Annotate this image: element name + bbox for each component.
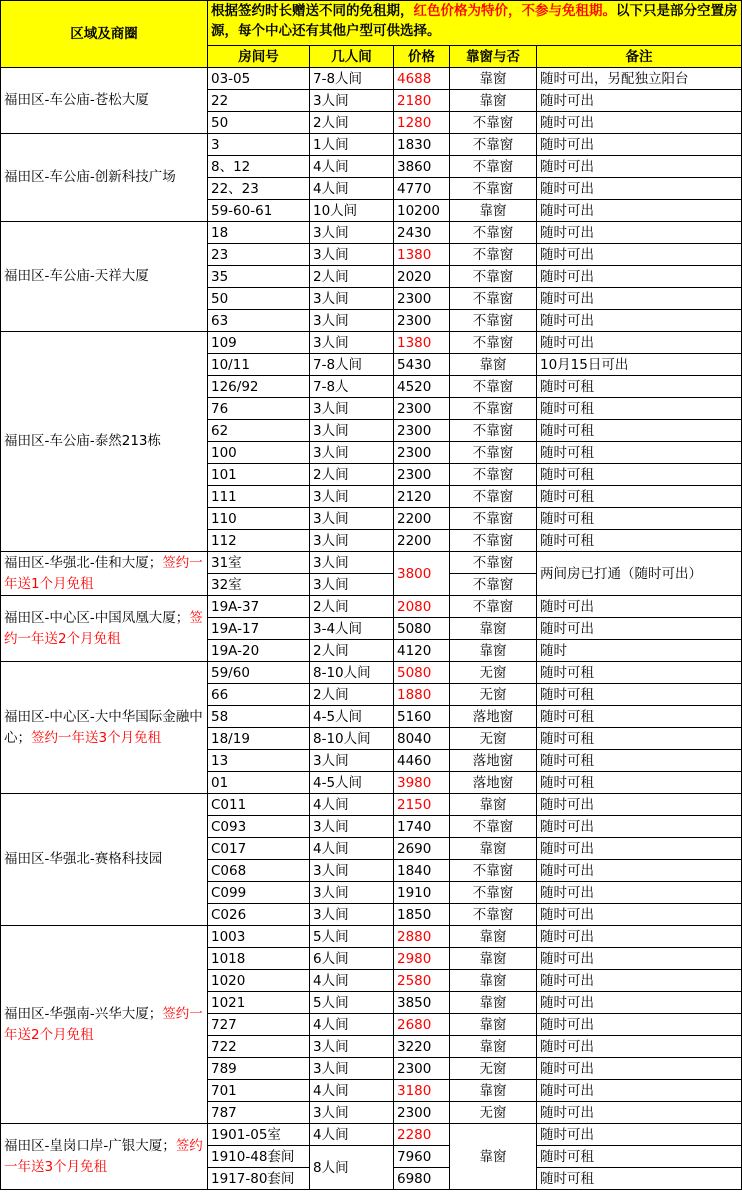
notice-text: 根据签约时长赠送不同的免租期， [211, 3, 414, 19]
price-value: 2120 [394, 486, 450, 508]
price-value: 2200 [394, 508, 450, 530]
room-number: 59-60-61 [208, 200, 310, 222]
room-size: 4人间 [310, 1014, 394, 1036]
note-text: 随时可出 [537, 992, 742, 1014]
room-number: C099 [208, 882, 310, 904]
note-text: 随时可出 [537, 794, 742, 816]
window-status: 不靠窗 [450, 574, 537, 596]
room-number: 18 [208, 222, 310, 244]
room-size: 7-8人间 [310, 68, 394, 90]
window-status: 无窗 [450, 684, 537, 706]
region-name: 福田区-华强北-佳和大厦； [4, 554, 163, 571]
room-number: 112 [208, 530, 310, 552]
room-size: 3人间 [310, 574, 394, 596]
table-row [1, 926, 742, 948]
promo-text: 签约一年送2个月免租 [4, 1005, 203, 1043]
room-number: 18/19 [208, 728, 310, 750]
window-status: 不靠窗 [450, 464, 537, 486]
region-name: 福田区-车公庙-创新科技广场 [4, 169, 176, 185]
price-value: 1880 [394, 684, 450, 706]
region-cell [1, 552, 208, 596]
note-text: 随时可出 [537, 332, 742, 354]
window-status: 落地窗 [450, 706, 537, 728]
region-name: 福田区-车公庙-天祥大厦 [4, 268, 149, 284]
room-number: 1018 [208, 948, 310, 970]
table-row [1, 662, 742, 684]
window-status: 不靠窗 [450, 508, 537, 530]
price-column-header: 价格 [394, 46, 450, 68]
window-status: 靠窗 [450, 948, 537, 970]
window-status: 不靠窗 [450, 904, 537, 926]
price-value: 5430 [394, 354, 450, 376]
window-status: 靠窗 [450, 838, 537, 860]
room-number: 1917-80套间 [208, 1168, 310, 1190]
window-status: 靠窗 [450, 618, 537, 640]
room-size: 4-5人间 [310, 706, 394, 728]
room-size: 3人间 [310, 750, 394, 772]
window-status: 靠窗 [450, 1080, 537, 1102]
notice-special-price-text: 红色价格为特价，不参与免租期。 [413, 3, 616, 19]
price-value: 10200 [394, 200, 450, 222]
table-row [1, 134, 742, 156]
price-value: 4688 [394, 68, 450, 90]
price-value: 8040 [394, 728, 450, 750]
region-cell [1, 662, 208, 794]
note-text: 随时可出 [537, 90, 742, 112]
price-value: 1380 [394, 332, 450, 354]
room-number: 63 [208, 310, 310, 332]
room-number: 109 [208, 332, 310, 354]
price-value: 2300 [394, 420, 450, 442]
window-status: 靠窗 [450, 794, 537, 816]
table-row [1, 68, 742, 90]
price-value: 2300 [394, 1102, 450, 1124]
window-status: 无窗 [450, 1102, 537, 1124]
window-status: 无窗 [450, 662, 537, 684]
note-text: 随时可出 [537, 1014, 742, 1036]
room-size: 3人间 [310, 288, 394, 310]
room-size: 4人间 [310, 1080, 394, 1102]
note-text: 随时可出 [537, 1080, 742, 1102]
room-size: 10人间 [310, 200, 394, 222]
price-value: 2180 [394, 90, 450, 112]
room-size: 3人间 [310, 1036, 394, 1058]
note-text: 随时可租 [537, 398, 742, 420]
price-value: 3220 [394, 1036, 450, 1058]
note-text: 随时可出 [537, 596, 742, 618]
note-text: 随时可租 [537, 420, 742, 442]
note-text: 随时可出 [537, 860, 742, 882]
price-value: 3850 [394, 992, 450, 1014]
room-size: 3-4人间 [310, 618, 394, 640]
room-number: 58 [208, 706, 310, 728]
price-value: 2300 [394, 1058, 450, 1080]
note-text: 随时可出 [537, 1124, 742, 1146]
price-value: 3180 [394, 1080, 450, 1102]
promo-text: 签约一年送3个月免租 [31, 729, 162, 746]
table-row [1, 332, 742, 354]
room-number: 126/92 [208, 376, 310, 398]
room-size: 4人间 [310, 178, 394, 200]
promo-text: 签约一年送2个月免租 [4, 609, 203, 647]
room-number: 19A-20 [208, 640, 310, 662]
room-number: 722 [208, 1036, 310, 1058]
price-value: 2680 [394, 1014, 450, 1036]
note-text: 随时可出 [537, 970, 742, 992]
note-text: 两间房已打通（随时可出） [537, 552, 742, 596]
region-name: 福田区-华强北-赛格科技园 [4, 851, 163, 867]
note-text: 随时可租 [537, 1146, 742, 1168]
note-text: 随时可出 [537, 178, 742, 200]
window-status: 落地窗 [450, 750, 537, 772]
promo-text: 签约一年送1个月免租 [4, 554, 203, 592]
region-cell [1, 134, 208, 222]
price-value: 1840 [394, 860, 450, 882]
room-size: 8-10人间 [310, 728, 394, 750]
room-size: 3人间 [310, 442, 394, 464]
table-row [1, 794, 742, 816]
price-value: 2980 [394, 948, 450, 970]
region-column-header: 区域及商圈 [1, 1, 208, 68]
note-text: 随时可出 [537, 948, 742, 970]
price-value: 1280 [394, 112, 450, 134]
table-row [1, 552, 742, 574]
room-size: 4人间 [310, 970, 394, 992]
window-status: 靠窗 [450, 200, 537, 222]
region-name: 福田区-华强南-兴华大厦； [4, 1005, 163, 1022]
note-text: 随时可出，另配独立阳台 [537, 68, 742, 90]
note-text: 随时可出 [537, 1036, 742, 1058]
room-size: 7-8人 [310, 376, 394, 398]
room-number: 32室 [208, 574, 310, 596]
room-number: 31室 [208, 552, 310, 574]
room-number: 01 [208, 772, 310, 794]
room-size: 7-8人间 [310, 354, 394, 376]
room-number: 50 [208, 288, 310, 310]
room-number: 1021 [208, 992, 310, 1014]
room-number: 101 [208, 464, 310, 486]
room-size: 3人间 [310, 530, 394, 552]
window-status: 不靠窗 [450, 288, 537, 310]
price-value: 5080 [394, 618, 450, 640]
note-text: 随时可出 [537, 112, 742, 134]
room-number: 111 [208, 486, 310, 508]
room-number: 35 [208, 266, 310, 288]
note-text: 随时可出 [537, 222, 742, 244]
price-value: 2880 [394, 926, 450, 948]
room-size: 4人间 [310, 156, 394, 178]
room-size: 3人间 [310, 552, 394, 574]
window-status: 无窗 [450, 728, 537, 750]
room-size: 3人间 [310, 90, 394, 112]
window-status: 不靠窗 [450, 244, 537, 266]
window-status: 不靠窗 [450, 398, 537, 420]
window-status: 靠窗 [450, 1036, 537, 1058]
price-value: 2300 [394, 288, 450, 310]
price-value: 2430 [394, 222, 450, 244]
room-number: 19A-37 [208, 596, 310, 618]
room-size: 3人间 [310, 486, 394, 508]
listing-rows [1, 68, 742, 1190]
note-text: 随时可出 [537, 618, 742, 640]
region-cell [1, 222, 208, 332]
table-row [1, 222, 742, 244]
window-status: 不靠窗 [450, 552, 537, 574]
region-cell [1, 1124, 208, 1190]
room-number: 100 [208, 442, 310, 464]
region-name: 福田区-车公庙-泰然213栋 [4, 433, 162, 449]
room-size: 2人间 [310, 464, 394, 486]
room-size: 1人间 [310, 134, 394, 156]
region-cell [1, 596, 208, 662]
note-text: 随时可租 [537, 662, 742, 684]
room-number: 110 [208, 508, 310, 530]
note-text: 随时可出 [537, 838, 742, 860]
price-value: 6980 [394, 1168, 450, 1190]
table-row [1, 596, 742, 618]
room-size: 8人间 [310, 1146, 394, 1190]
window-column-header: 靠窗与否 [450, 46, 537, 68]
window-status: 不靠窗 [450, 376, 537, 398]
window-status: 落地窗 [450, 772, 537, 794]
note-text: 随时可租 [537, 684, 742, 706]
region-cell [1, 332, 208, 552]
price-value: 3800 [394, 552, 450, 596]
price-value: 2300 [394, 398, 450, 420]
room-number: C093 [208, 816, 310, 838]
note-text: 随时可租 [537, 376, 742, 398]
note-text: 随时可租 [537, 530, 742, 552]
window-status: 靠窗 [450, 640, 537, 662]
notice-text-tail: 以下只是部分空置房源，每个中心还有其他户型可供选择。 [211, 3, 738, 39]
price-value: 5160 [394, 706, 450, 728]
note-text: 随时可出 [537, 1058, 742, 1080]
room-number: C017 [208, 838, 310, 860]
size-column-header: 几人间 [310, 46, 394, 68]
price-value: 4460 [394, 750, 450, 772]
room-size: 3人间 [310, 508, 394, 530]
room-number: 66 [208, 684, 310, 706]
window-status: 不靠窗 [450, 222, 537, 244]
room-size: 4-5人间 [310, 772, 394, 794]
note-text: 随时可出 [537, 310, 742, 332]
window-status: 不靠窗 [450, 156, 537, 178]
room-size: 3人间 [310, 244, 394, 266]
note-text: 随时可租 [537, 486, 742, 508]
price-value: 2280 [394, 1124, 450, 1146]
window-status: 不靠窗 [450, 442, 537, 464]
room-size: 3人间 [310, 1102, 394, 1124]
room-number: C068 [208, 860, 310, 882]
room-number: 50 [208, 112, 310, 134]
region-name: 福田区-中心区-中国凤凰大厦； [4, 609, 190, 626]
room-number: C026 [208, 904, 310, 926]
price-value: 1380 [394, 244, 450, 266]
room-size: 2人间 [310, 596, 394, 618]
region-cell [1, 794, 208, 926]
window-status: 靠窗 [450, 926, 537, 948]
window-status: 无窗 [450, 1058, 537, 1080]
room-size: 5人间 [310, 992, 394, 1014]
price-value: 2300 [394, 442, 450, 464]
price-value: 7960 [394, 1146, 450, 1168]
window-status: 不靠窗 [450, 178, 537, 200]
note-text: 随时可租 [537, 728, 742, 750]
promo-text: 签约一年送3个月免租 [4, 1137, 203, 1175]
price-value: 3860 [394, 156, 450, 178]
price-value: 1850 [394, 904, 450, 926]
price-value: 2300 [394, 310, 450, 332]
room-size: 6人间 [310, 948, 394, 970]
price-value: 4770 [394, 178, 450, 200]
room-number: 22、23 [208, 178, 310, 200]
room-number: 10/11 [208, 354, 310, 376]
window-status: 不靠窗 [450, 332, 537, 354]
note-text: 随时可出 [537, 156, 742, 178]
price-value: 5080 [394, 662, 450, 684]
region-cell [1, 68, 208, 134]
room-number: 19A-17 [208, 618, 310, 640]
window-status: 不靠窗 [450, 486, 537, 508]
window-status: 不靠窗 [450, 112, 537, 134]
region-name: 福田区-车公庙-苍松大厦 [4, 92, 149, 108]
room-number: 13 [208, 750, 310, 772]
room-number: 3 [208, 134, 310, 156]
room-number: 1910-48套间 [208, 1146, 310, 1168]
window-status: 靠窗 [450, 90, 537, 112]
room-number: 76 [208, 398, 310, 420]
room-number: 1003 [208, 926, 310, 948]
room-size: 8-10人间 [310, 662, 394, 684]
window-status: 不靠窗 [450, 530, 537, 552]
note-text: 随时 [537, 640, 742, 662]
window-status: 不靠窗 [450, 882, 537, 904]
room-size: 3人间 [310, 332, 394, 354]
window-status: 不靠窗 [450, 134, 537, 156]
window-status: 不靠窗 [450, 596, 537, 618]
room-number: 1901-05室 [208, 1124, 310, 1146]
room-size: 3人间 [310, 1058, 394, 1080]
room-number: 787 [208, 1102, 310, 1124]
room-size: 3人间 [310, 222, 394, 244]
window-status: 靠窗 [450, 1124, 537, 1190]
notice-banner [208, 1, 742, 46]
room-size: 3人间 [310, 882, 394, 904]
room-size: 2人间 [310, 266, 394, 288]
room-size: 2人间 [310, 640, 394, 662]
note-text: 10月15日可出 [537, 354, 742, 376]
note-text: 随时可出 [537, 244, 742, 266]
note-text: 随时可出 [537, 1102, 742, 1124]
window-status: 不靠窗 [450, 860, 537, 882]
room-number: 23 [208, 244, 310, 266]
note-text: 随时可租 [537, 442, 742, 464]
price-value: 2150 [394, 794, 450, 816]
note-text: 随时可出 [537, 816, 742, 838]
price-value: 4120 [394, 640, 450, 662]
note-text: 随时可出 [537, 926, 742, 948]
room-size: 4人间 [310, 794, 394, 816]
room-number: 8、12 [208, 156, 310, 178]
price-value: 1910 [394, 882, 450, 904]
note-text: 随时可租 [537, 750, 742, 772]
room-size: 2人间 [310, 112, 394, 134]
room-number: 22 [208, 90, 310, 112]
window-status: 不靠窗 [450, 816, 537, 838]
price-value: 2690 [394, 838, 450, 860]
room-size: 4人间 [310, 1124, 394, 1146]
region-cell [1, 926, 208, 1124]
window-status: 不靠窗 [450, 420, 537, 442]
room-column-header: 房间号 [208, 46, 310, 68]
region-name: 福田区-中心区-大中华国际金融中心； [4, 708, 203, 746]
window-status: 靠窗 [450, 68, 537, 90]
room-number: 59/60 [208, 662, 310, 684]
window-status: 不靠窗 [450, 266, 537, 288]
room-number: 727 [208, 1014, 310, 1036]
price-value: 1830 [394, 134, 450, 156]
room-size: 3人间 [310, 310, 394, 332]
note-text: 随时可出 [537, 134, 742, 156]
room-size: 3人间 [310, 816, 394, 838]
room-number: 62 [208, 420, 310, 442]
note-text: 随时可租 [537, 508, 742, 530]
price-value: 4520 [394, 376, 450, 398]
price-value: 1740 [394, 816, 450, 838]
note-text: 随时可租 [537, 464, 742, 486]
price-value: 2080 [394, 596, 450, 618]
price-value: 3980 [394, 772, 450, 794]
window-status: 靠窗 [450, 354, 537, 376]
price-value: 2300 [394, 464, 450, 486]
note-text: 随时可租 [537, 706, 742, 728]
note-text: 随时可出 [537, 288, 742, 310]
window-status: 不靠窗 [450, 310, 537, 332]
room-size: 3人间 [310, 904, 394, 926]
window-status: 靠窗 [450, 970, 537, 992]
price-value: 2020 [394, 266, 450, 288]
window-status: 靠窗 [450, 1014, 537, 1036]
note-text: 随时可出 [537, 882, 742, 904]
price-value: 2580 [394, 970, 450, 992]
table-row [1, 1124, 742, 1146]
room-number: 789 [208, 1058, 310, 1080]
note-text: 随时可租 [537, 1168, 742, 1190]
note-text: 随时可出 [537, 904, 742, 926]
room-size: 4人间 [310, 838, 394, 860]
price-value: 2200 [394, 530, 450, 552]
room-size: 3人间 [310, 420, 394, 442]
room-size: 3人间 [310, 860, 394, 882]
room-size: 3人间 [310, 398, 394, 420]
room-number: 701 [208, 1080, 310, 1102]
window-status: 靠窗 [450, 992, 537, 1014]
room-number: C011 [208, 794, 310, 816]
note-text: 随时可租 [537, 772, 742, 794]
room-size: 5人间 [310, 926, 394, 948]
note-column-header: 备注 [537, 46, 742, 68]
room-number: 1020 [208, 970, 310, 992]
note-text: 随时可出 [537, 266, 742, 288]
room-number: 03-05 [208, 68, 310, 90]
room-size: 2人间 [310, 684, 394, 706]
note-text: 随时可出 [537, 200, 742, 222]
region-name: 福田区-皇岗口岸-广银大厦； [4, 1137, 176, 1154]
